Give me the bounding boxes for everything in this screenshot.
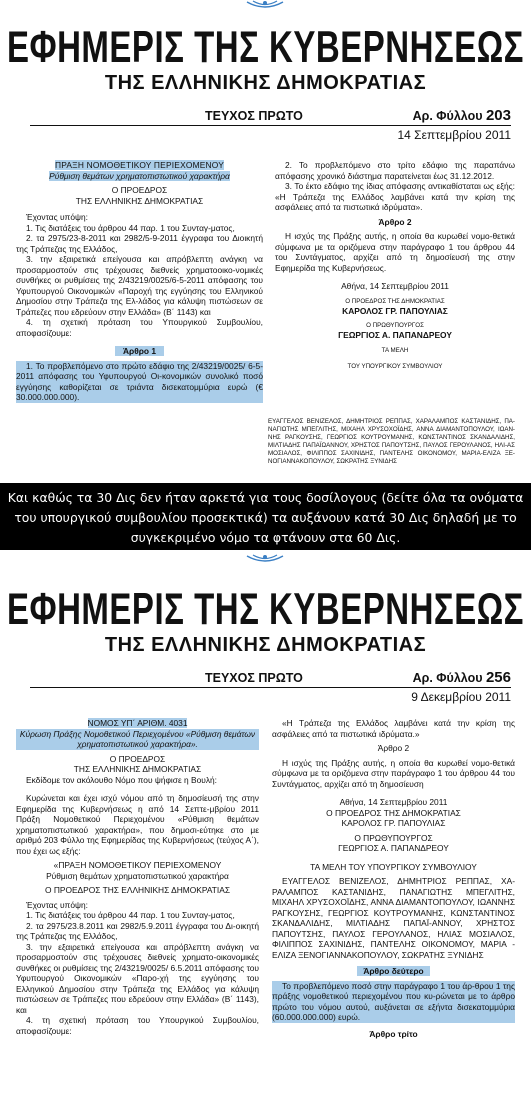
president-line-2: ΤΗΣ ΕΛΛΗΝΙΚΗΣ ΔΗΜΟΚΡΑΤΙΑΣ [73,764,202,774]
pm-name: ΓΕΩΡΓΙΟΣ Α. ΠΑΠΑΝΔΡΕΟΥ [338,330,452,340]
article-2-heading: Άρθρο 2 [377,743,410,753]
president-line-1: Ο ΠΡΟΕΔΡΟΣ [109,753,166,764]
masthead-subtitle: ΤΗΣ ΕΛΛΗΝΙΚΗΣ ΔΗΜΟΚΡΑΤΙΑΣ [104,634,427,656]
gazette-page-256 [0,550,531,1095]
article-2-heading: Άρθρο 2 [378,216,412,227]
recital-4: 4. τη σχετική πρόταση του Υπουργικού Συμβουλίου, αποφασίζουμε: [16,1015,259,1036]
president-title: Ο ΠΡΟΕΔΡΟΣ ΤΗΣ ΔΗΜΟΚΡΑΤΙΑΣ [345,297,445,305]
recital-2: 2. τα 2975/23-8-2011 και 2982/5-9-2011 έγγραφα του Διοικητή της Τράπεζας της Ελλάδος, [16,233,263,254]
header-rule [30,687,511,688]
law-subject: Κύρωση Πράξης Νομοθετικού Περιεχομένου «Ρύθμιση θεμάτων χρηματοπιστωτικού χαρακτήρα». [16,729,259,750]
members-label: ΤΑ ΜΕΛΗ [381,346,409,354]
having-label: Έχοντας υπόψη: [26,899,88,910]
article-second-heading: Άρθρο δεύτερο [357,966,429,976]
right-column [275,160,515,371]
coat-of-arms-icon [243,0,287,10]
president-name: ΚΑΡΟΛΟΣ ΓΡ. ΠΑΠΟΥΛΙΑΣ [341,818,446,828]
paragraph-3: 3. Το έκτο εδάφιο της ίδιας απόφασης αντικαθίσταται ως εξής: «Η Τράπεζα της Ελλάδος λαμβάνει κατά την κρίση της ασφάλειες από τα πιστωτικά ιδρύματα». [275,181,515,212]
members-label: ΤΑ ΜΕΛΗ ΤΟΥ ΥΠΟΥΡΓΙΚΟΥ ΣΥΜΒΟΥΛΙΟΥ [310,861,477,872]
sheet-number [413,107,511,124]
recital-4: 4. τη σχετική πρόταση του Υπουργικού Συμβουλίου, αποφασίζουμε: [16,317,263,338]
act-title: ΠΡΑΞΗ ΝΟΜΟΘΕΤΙΚΟΥ ΠΕΡΙΕΧΟΜΕΝΟΥ [54,160,225,170]
masthead-subtitle: ΤΗΣ ΕΛΛΗΝΙΚΗΣ ΔΗΜΟΚΡΑΤΙΑΣ [104,72,427,94]
place-date: Αθήνα, 14 Σεπτεμβρίου 2011 [339,797,448,807]
recital-3: 3. την εξαιρετικά επείγουσα και απρόβλεπτη ανάγκη να προσαρμοστούν στις τρέχουσες διεθνείς χρηματο-οικονομικές συνθήκες οι ρυθμίσεις της 2/43219/0025/ 6.5.2011 απόφασης του Υφυπουργού Οικονομικών «Παρο-χή της εγγύησης του Ελληνικού Δημοσίου στην Τράπεζα της Ελλάδος για κάλυψη πιστώσεων σε Τράπεζες που εδρεύουν στην Ελλάδα» (Β΄ 1143), και [16,941,259,1015]
recital-2: 2. τα 2975/23.8.2011 και 2982/5.9.2011 έγγραφα του Δι-οικητή της Τράπεζας της Ελλάδος, [16,920,259,941]
law-number: ΝΟΜΟΣ ΥΠ΄ ΑΡΙΘΜ. 4031 [87,718,188,728]
minister-names: ΕΥΑΓΓΕΛΟΣ ΒΕΝΙΖΕΛΟΣ, ΔΗΜΗΤΡΙΟΣ ΡΕΠΠΑΣ, ΧΑ-ΡΑΛΑΜΠΟΣ ΚΑΣΤΑΝΙΔΗΣ, ΠΑΝΑΓΙΩΤΗΣ ΜΠΕΓΛΙΤΗΣ, ΜΙΧΑΗΛ ΧΡΥΣΟΧΟΪΔΗΣ, ΑΝΝΑ ΔΙΑΜΑΝΤΟΠΟΥΛΟΥ, ΙΩΑΝΝΗΣ ΡΑΓΚΟΥΣΗΣ, ΓΕΩΡΓΙΟΣ ΚΟΥΤΡΟΥΜΑΝΗΣ, ΚΩΝΣΤΑΝΤΙΝΟΣ ΣΚΑΝΔΑΛΙΔΗΣ, ΜΙΛΤΙΑΔΗΣ ΠΑΠΑΪ-ΑΝΝΟΥ, ΧΡΗΣΤΟΣ ΠΑΠΟΥΤΣΗΣ, ΠΑΥΛΟΣ ΓΕΡΟΥΛΑΝΟΣ, ΗΛΙΑΣ ΜΟΣΙΑΛΟΣ, ΦΙΛΙΠΠΟΣ ΣΑΧΙΝΙΔΗΣ, ΠΑΝΤΕΛΗΣ ΟΙΚΟΝΟΜΟΥ, ΜΑΡΙΑ - ΕΛΙΖΑ ΞΕΝΟΓΙΑΝΝΑΚΟΠΟΥΛΟΥ, ΣΩΚΡΑΤΗΣ ΞΥΝΙΔΗΣ [272,876,515,960]
act-subject: Ρύθμιση θεμάτων χρηματοπιστωτικού χαρακτήρα [46,870,229,881]
pm-title: Ο ΠΡΩΘΥΠΟΥΡΓΟΣ [366,322,424,329]
article-1-heading: Άρθρο 1 [115,346,164,356]
header-rule [30,125,511,126]
pm-name: ΓΕΩΡΓΙΟΣ Α. ΠΑΠΑΝΔΡΕΟΥ [338,843,449,853]
president-line-1: Ο ΠΡΟΕΔΡΟΣ [111,185,168,195]
recital-1: 1. Τις διατάξεις του άρθρου 44 παρ. 1 του Συνταγ-ματος, [26,910,235,920]
masthead-title: ΕΦΗΜΕΡΙΣ ΤΗΣ ΚΥΒΕΡΝΗΣΕΩΣ [7,583,524,634]
coat-of-arms-icon [243,554,287,564]
ratification-text: Κυρώνεται και έχει ισχύ νόμου από τη δημοσίευσή της στην Εφημερίδα της Κυβερνήσεως η από 14 Σεπτε-μβρίου 2011 Πράξη Νομοθετικού Περιεχομένου «Ρύθμιση θεμάτων χρηματοπιστωτικού χαρακτήρα», που δημοσι-εύτηκε στο με αριθμό 203 Φύλλο της Εφημερίδας της Κυβερνήσεως (τεύχος Α΄), που έχει ως εξής: [16,793,259,856]
president-name: ΚΑΡΟΛΟΣ ΓΡ. ΠΑΠΟΥΛΙΑΣ [342,305,448,316]
article-second-text: Το προβλεπόμενο ποσό στην παράγραφο 1 του άρ-θρου 1 της πράξης νομοθετικού περιεχομένου που κυ-ρώνεται με το άρθρο πρώτο του νόμου αυτού, αυξάνεται σε εξήντα δισεκατομμύρια (60.000.000.000) ευρώ. [272,980,515,1022]
council-label: ΤΟΥ ΥΠΟΥΡΓΙΚΟΥ ΣΥΜΒΟΥΛΙΟΥ [347,362,443,370]
having-label: Έχοντας υπόψη: [26,212,88,222]
bank-quote: «Η Τράπεζα της Ελλάδος λαμβάνει κατά την κρίση της ασφάλειες από τα πιστωτικά ιδρύματα.» [272,718,515,739]
caption-banner: Και καθώς τα 30 Δις δεν ήταν αρκετά για τους δοσίλογους (δείτε όλα τα ονόματα του υπουργικού συμβουλίου προσεκτικά) τα αυξάνουν κατά 30 Δις δηλαδή με το συγκεκριμένο νόμο τα φτάνουν στα 60 Δις. [0,483,531,550]
left-column [16,160,263,403]
article-third-heading: Άρθρο τρίτο [369,1028,418,1039]
president-title: Ο ΠΡΟΕΔΡΟΣ ΤΗΣ ΔΗΜΟΚΡΑΤΙΑΣ [326,807,461,818]
president-line-2: ΤΗΣ ΕΛΛΗΝΙΚΗΣ ΔΗΜΟΚΡΑΤΙΑΣ [75,195,204,206]
minister-names: ΕΥΑΓΓΕΛΟΣ ΒΕΝΙΖΕΛΟΣ, ΔΗΜΗΤΡΙΟΣ ΡΕΠΠΑΣ, ΧΑΡΑΛΑΜΠΟΣ ΚΑΣΤΑΝΙΔΗΣ, ΠΑ-ΝΑΓΙΩΤΗΣ ΜΠΕΓΛΙΤΗΣ, ΜΙΧΑΗΛ ΧΡΥΣΟΧΟΪΔΗΣ, ΑΝΝΑ ΔΙΑΜΑΝΤΟΠΟΥΛΟΥ, ΙΩΑΝ-ΝΗΣ ΡΑΓΚΟΥΣΗΣ, ΓΕΩΡΓΙΟΣ ΚΟΥΤΡΟΥΜΑΝΗΣ, ΚΩΝΣΤΑΝΤΙΝΟΣ ΣΚΑΝΔΑΛΙΔΗΣ, ΜΙΛΤΙΑΔΗΣ ΠΑΠΑΪΩΑΝΝΟΥ, ΧΡΗΣΤΟΣ ΠΑΠΟΥΤΣΗΣ, ΠΑΥΛΟΣ ΓΕΡΟΥΛΑΝΟΣ, ΗΛΙ-ΑΣ ΜΟΣΙΑΛΟΣ, ΦΙΛΙΠΠΟΣ ΣΑΧΙΝΙΔΗΣ, ΠΑΝΤΕΛΗΣ ΟΙΚΟΝΟΜΟΥ, ΜΑΡΙΑ-ΕΛΙΖΑ ΞΕ-ΝΟΓΙΑΝΝΑΚΟΠΟΥΛΟΥ, ΣΩΚΡΑΤΗΣ ΞΥΝΙΔΗΣ [268,418,515,465]
issue-label: ΤΕΥΧΟΣ ΠΡΩΤΟ [205,109,303,123]
issuing-line: Εκδίδομε τον ακόλουθο Νόμο που ψήφισε η Βουλή: [26,774,217,785]
article-1-text: 1. Το προβλεπόμενο στο πρώτο εδάφιο της 2/43219/0025/ 6-5-2011 απόφασης του Υφυπουργού Οι-κονομικών συνολικό ποσό εγγύησης καθορίζεται σε τριάντα δισεκατομμύρια ευρώ (€ 30.000.000.000). [16,360,263,402]
recital-3: 3. την εξαιρετικά επείγουσα και απρόβλεπτη ανάγκη να προσαρμοστούν στις τρέχουσες διεθνείς χρηματοοικο-νομικές συνθήκες οι ρυθμίσεις της 2/43219/0025/6-5-2011 απόφασης του Υφυπουργού Οικονομικών «Παροχή της εγγύησης του Ελληνικού Δημοσίου στην Τράπεζα της Ελ-λάδος για κάλυψη πιστώσεων σε Τράπεζες που εδρεύουν στην Ελλάδα» (Β΄ 1143) και [16,254,263,317]
gazette-page-203 [0,0,531,483]
act-quote-title: «ΠΡΑΞΗ ΝΟΜΟΘΕΤΙΚΟΥ ΠΕΡΙΕΧΟΜΕΝΟΥ [53,860,222,870]
left-column [16,718,259,1036]
sheet-label: Αρ. Φύλλου [412,671,483,685]
issue-date: 14 Σεπτεμβρίου 2011 [397,128,511,142]
recital-1: 1. Τις διατάξεις του άρθρου 44 παρ. 1 του Συνταγ-ματος, [26,222,235,233]
act-subject: Ρύθμιση θεμάτων χρηματοπιστωτικού χαρακτήρα [49,170,230,181]
masthead-title: ΕΦΗΜΕΡΙΣ ΤΗΣ ΚΥΒΕΡΝΗΣΕΩΣ [7,21,524,72]
sheet-number [413,669,511,686]
validity-text: Η ισχύς της Πράξης αυτής, η οποία θα κυρωθεί νομο-θετικά σύμφωνα με τα οριζόμενα στην παράγραφο 1 του άρθρου 44 του Συντάγματος, αρχίζει από τη δημοσίευση [272,757,515,789]
place-date: Αθήνα, 14 Σεπτεμβρίου 2011 [341,281,449,291]
issue-date: 9 Δεκεμβρίου 2011 [411,690,511,704]
sheet-number-value: 203 [485,107,511,124]
validity-text: Η ισχύς της Πράξης αυτής, η οποία θα κυρωθεί νομο-θετικά σύμφωνα με τα οριζόμενα στην παράγραφο 1 του άρθρου 44 του Συντάγματος, αρχίζει από τη δημοσίευσή της στην Εφημερίδα της Κυβερνήσεως. [275,231,515,273]
sheet-number-value: 256 [485,669,511,686]
president-line: Ο ΠΡΟΕΔΡΟΣ ΤΗΣ ΕΛΛΗΝΙΚΗΣ ΔΗΜΟΚΡΑΤΙΑΣ [44,885,230,895]
right-column [272,718,515,1039]
sheet-label: Αρ. Φύλλου [412,109,483,123]
issue-label: ΤΕΥΧΟΣ ΠΡΩΤΟ [205,671,303,685]
pm-title: Ο ΠΡΩΘΥΠΟΥΡΓΟΣ [354,832,433,843]
paragraph-2: 2. Το προβλεπόμενο στο τρίτο εδάφιο της παραπάνω απόφασης χρονικό διάστημα παρατείνεται έως 31.12.2012. [275,160,515,181]
